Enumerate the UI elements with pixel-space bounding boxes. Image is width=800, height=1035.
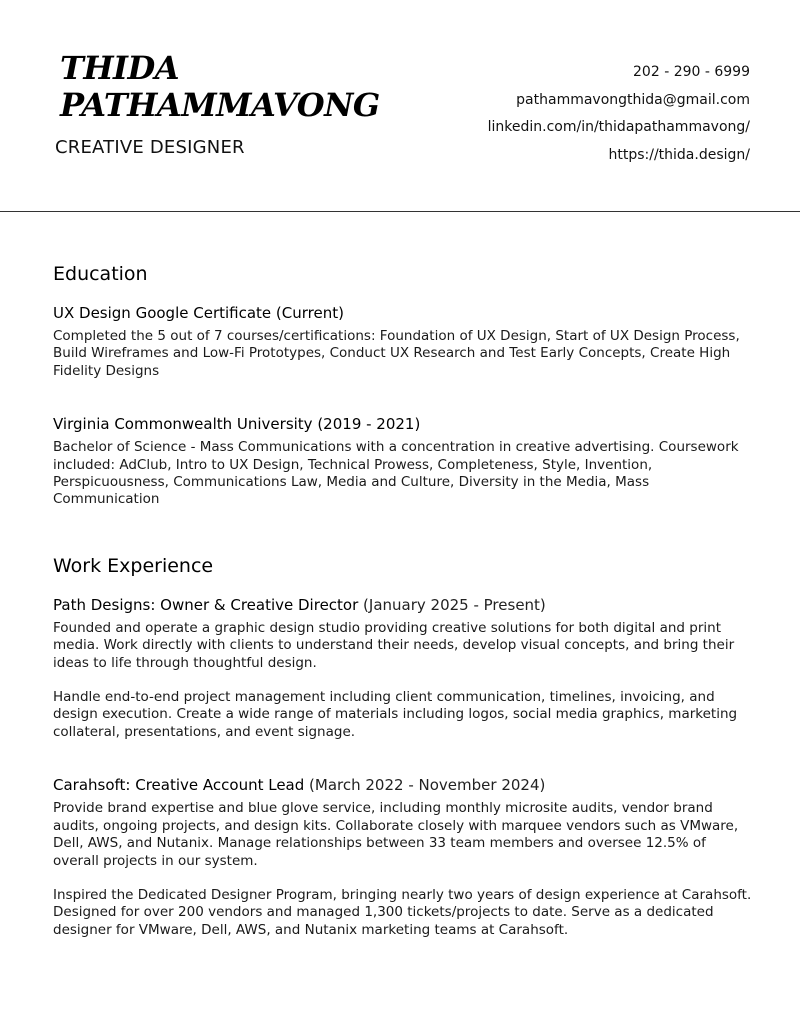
website-link[interactable]: https://thida.design/ [608, 146, 750, 163]
education-section [53, 262, 753, 509]
entry-title: UX Design Google Certificate (Current) [53, 304, 344, 322]
first-name: THIDA [60, 49, 180, 87]
phone-number: 202 - 290 - 6999 [633, 64, 750, 80]
header-divider [0, 211, 800, 212]
resume-body [53, 262, 753, 939]
job-position: Carahsoft: Creative Account Lead [53, 776, 310, 795]
education-entry [53, 414, 753, 509]
job-dates: (March 2022 - November 2024) [309, 776, 546, 795]
job-description: Provide brand expertise and blue glove service, including monthly microsite audits, vendor brand audits, ongoing projects, and design kits. Collaborate closely with marquee vendors such as VMware, Dell, AWS, and Nutanix. Manage relationships between 33 team members and oversee 12.5% of overall projects in our system. [53, 800, 739, 869]
work-experience-section [53, 554, 753, 939]
job-position: Path Designs: Owner & Creative Director [53, 595, 364, 614]
job-role: CREATIVE DESIGNER [55, 137, 245, 158]
work-experience-heading: Work Experience [53, 554, 214, 577]
education-entry [53, 303, 753, 380]
entry-description: Bachelor of Science - Mass Communications with a concentration in creative advertising. Coursework included: AdClub, Intro to UX Design, Technical Prowess, Completeness, Style, Invention, Perspicuousness, Communications Law, Media and Culture, Diversity in the Media, Mass Communication [53, 439, 739, 508]
job-title [53, 595, 753, 615]
job-entry [53, 775, 753, 939]
job-entry [53, 595, 753, 741]
job-description: Inspired the Dedicated Designer Program, bringing nearly two years of design experience at Carahsoft. Designed for over 200 vendors and managed 1,300 tickets/projects to date. Serve as a dedicated designer for VMware, Dell, AWS, and Nutanix marketing teams at Carahsoft. [53, 886, 752, 938]
email-address[interactable]: pathammavongthida@gmail.com [516, 91, 750, 108]
job-dates: (January 2025 - Present) [363, 595, 546, 614]
entry-title: Virginia Commonwealth University (2019 - 2021) [53, 415, 421, 434]
education-heading: Education [53, 263, 148, 285]
job-description: Handle end-to-end project management including client communication, timelines, invoicing, and design execution. Create a wide range of materials including logos, social media graphics, marketing collateral, presentations, and event signage. [53, 689, 738, 740]
candidate-name [60, 50, 380, 124]
job-description: Founded and operate a graphic design studio providing creative solutions for both digital and print media. Work directly with clients to understand their needs, develop visual concepts, and bring their ideas to life through thoughtful design. [53, 619, 735, 671]
job-title [53, 775, 753, 795]
linkedin-link[interactable]: linkedin.com/in/thidapathammavong/ [487, 119, 750, 135]
entry-description: Completed the 5 out of 7 courses/certifications: Foundation of UX Design, Start of UX Design Process, Build Wireframes and Low-Fi Prototypes, Conduct UX Research and Test Early Concepts, Create High Fidelity Designs [53, 328, 740, 379]
contact-info [488, 59, 750, 169]
last-name: PATHAMMAVONG [60, 86, 380, 124]
resume-header [0, 0, 800, 212]
